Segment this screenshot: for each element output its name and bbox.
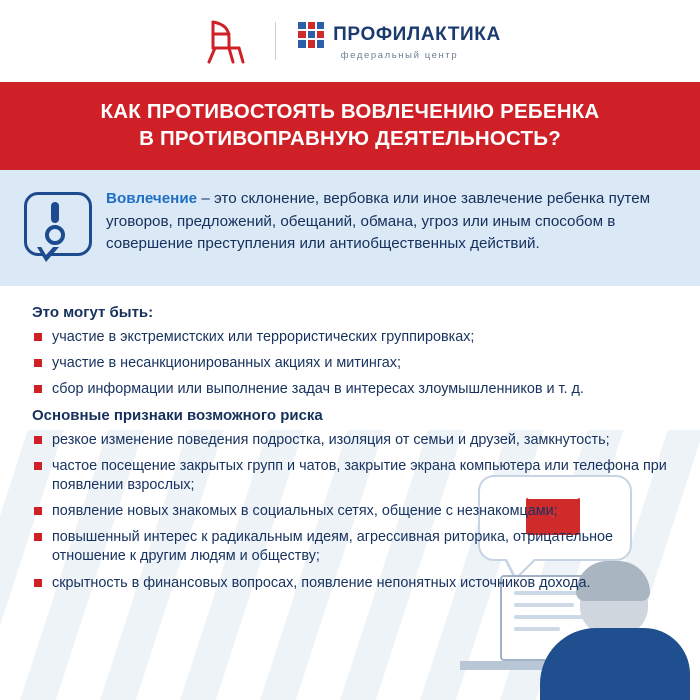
page-title bbox=[30, 98, 670, 152]
brand-subtitle: федеральный центр bbox=[340, 49, 459, 61]
list-item: участие в несанкционированных акциях и митингах; bbox=[26, 354, 674, 373]
page-title-line2: В ПРОТИВОПРАВНУЮ ДЕЯТЕЛЬНОСТЬ? bbox=[139, 127, 561, 151]
header-divider bbox=[275, 22, 276, 60]
page-header bbox=[0, 0, 700, 82]
section-heading-2: Основные признаки возможного риска bbox=[32, 406, 323, 424]
list-section-2 bbox=[26, 431, 674, 593]
content-area bbox=[0, 286, 700, 593]
brand-name: ПРОФИЛАКТИКА bbox=[333, 23, 501, 45]
page-title-bar bbox=[0, 82, 700, 170]
list-item: частое посещение закрытых групп и чатов, закрытие экрана компьютера или телефона при появлении взрослых; bbox=[26, 457, 674, 495]
person-back-view-icon bbox=[540, 628, 690, 700]
list-item: появление новых знакомых в социальных сетях, общение с незнакомцами; bbox=[26, 502, 674, 521]
definition-term: Вовлечение bbox=[106, 190, 198, 208]
page-title-line1: КАК ПРОТИВОСТОЯТЬ ВОВЛЕЧЕНИЮ РЕБЕНКА bbox=[100, 100, 600, 123]
list-item: сбор информации или выполнение задач в интересах злоумышленников и т. д. bbox=[26, 380, 674, 399]
grid-square-logo-icon bbox=[298, 22, 324, 48]
definition-block bbox=[0, 170, 700, 286]
exclamation-speech-bubble-icon bbox=[24, 192, 90, 266]
list-item: участие в экстремистских или террористических группировках; bbox=[26, 328, 674, 347]
list-section-1 bbox=[26, 328, 674, 399]
brand-block bbox=[298, 22, 501, 61]
list-item: резкое изменение поведения подростка, изоляция от семьи и друзей, замкнутость; bbox=[26, 431, 674, 450]
section-heading-1: Это могут быть: bbox=[32, 304, 154, 322]
chair-icon bbox=[199, 18, 253, 64]
list-item: повышенный интерес к радикальным идеям, агрессивная риторика, отрицательное отношение к другим людям и обществу; bbox=[26, 528, 674, 566]
definition-text bbox=[106, 188, 674, 256]
definition-body: – это склонение, вербовка или иное завлечение ребенка путем уговоров, предложений, обещаний, обмана, угроз или иным способом в совершение преступления или антиобщественных действий. bbox=[106, 190, 651, 253]
list-item: скрытность в финансовых вопросах, появление непонятных источников дохода. bbox=[26, 574, 674, 593]
